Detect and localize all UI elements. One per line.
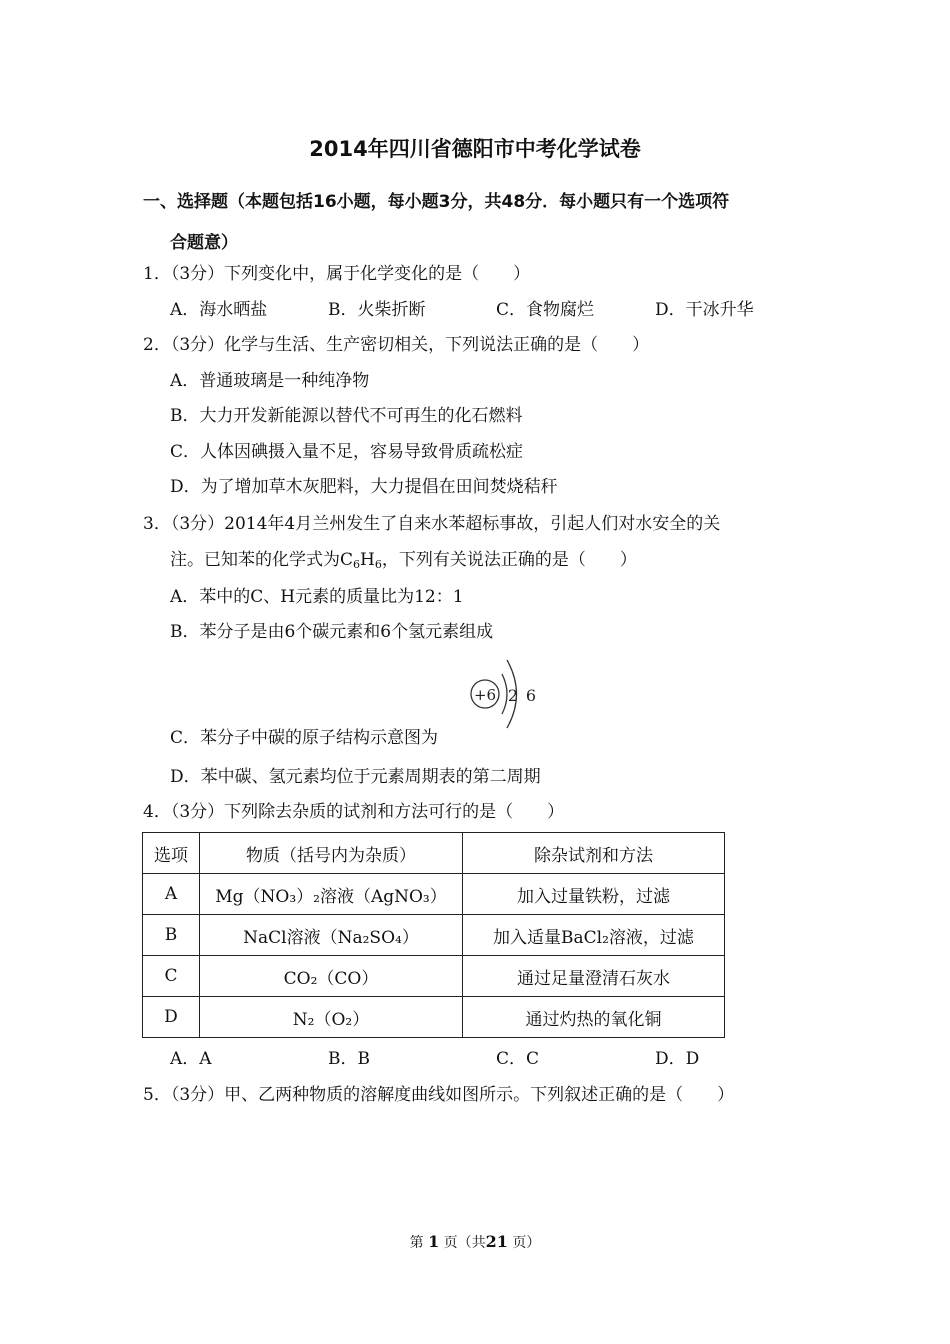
q3-option-d: D．苯中碳、氢元素均位于元素周期表的第二周期 [170,767,541,787]
table-header-cell: 除杂试剂和方法 [463,833,725,874]
q2-option-b: B．大力开发新能源以替代不可再生的化石燃料 [170,406,523,426]
table-cell: CO₂（CO） [200,956,463,997]
page-number: 1 [428,1232,440,1251]
table-cell: 加入适量BaCl₂溶液，过滤 [463,915,725,956]
nucleus-charge: +6 [473,686,497,704]
table-cell: A [143,874,200,915]
table-cell: 加入过量铁粉，过滤 [463,874,725,915]
table-header-cell: 选项 [143,833,200,874]
shell-1-electrons: 2 [507,686,519,705]
question-3-stem: 3．（3分）2014年4月兰州发生了自来水苯超标事故，引起人们对水安全的关 [143,514,721,534]
table-cell: C [143,956,200,997]
q1-option-a: A．海水晒盐 [170,300,268,320]
q2-option-d: D．为了增加草木灰肥料，大力提倡在田间焚烧秸秆 [170,477,558,497]
question-2-stem: 2．（3分）化学与生活、生产密切相关，下列说法正确的是（ ） [143,335,650,355]
q2-option-a: A．普通玻璃是一种纯净物 [170,371,370,391]
carbon-atom-structure-diagram [464,650,544,736]
table-row [143,874,725,915]
section-heading: 一、选择题（本题包括16小题，每小题3分，共48分．每小题只有一个选项符 [143,192,730,212]
shell-2-electrons: 6 [525,686,537,705]
section-heading-cont: 合题意） [170,233,238,253]
table-cell: N₂（O₂） [200,997,463,1038]
question-5-stem: 5．（3分）甲、乙两种物质的溶解度曲线如图所示。下列叙述正确的是（ ） [143,1085,735,1105]
table-row [143,997,725,1038]
table-cell: D [143,997,200,1038]
q4-option-b: B．B [328,1049,370,1069]
impurity-removal-table [142,832,725,1038]
table-cell: 通过足量澄清石灰水 [463,956,725,997]
exam-title: 2014年四川省德阳市中考化学试卷 [309,137,641,161]
q2-option-c: C．人体因碘摄入量不足，容易导致骨质疏松症 [170,442,524,462]
question-4-stem: 4．（3分）下列除去杂质的试剂和方法可行的是（ ） [143,802,565,822]
q1-option-c: C．食物腐烂 [496,300,595,320]
q3-option-b: B．苯分子是由6个碳元素和6个氢元素组成 [170,622,494,642]
q3-option-a: A．苯中的C、H元素的质量比为12：1 [170,587,464,607]
q1-option-d: D．干冰升华 [655,300,754,320]
table-row [143,915,725,956]
page-footer: 第 1 页（共21 页） [409,1232,541,1251]
table-cell: B [143,915,200,956]
page-total: 21 [485,1232,508,1251]
q4-option-c: C．C [496,1049,540,1069]
table-cell: Mg（NO₃）₂溶液（AgNO₃） [200,874,463,915]
q3-option-c: C．苯分子中碳的原子结构示意图为 [170,728,439,748]
q4-option-a: A．A [170,1049,212,1069]
q4-option-d: D．D [655,1049,700,1069]
question-1-stem: 1．（3分）下列变化中，属于化学变化的是（ ） [143,264,531,284]
table-header-row [143,833,725,874]
question-3-stem-cont: 注。已知苯的化学式为$C_6H_6$，下列有关说法正确的是（ ） [170,550,637,571]
table-row [143,956,725,997]
q1-option-b: B．火柴折断 [328,300,426,320]
table-header-cell: 物质（括号内为杂质） [200,833,463,874]
table-cell: 通过灼热的氧化铜 [463,997,725,1038]
table-cell: NaCl溶液（Na₂SO₄） [200,915,463,956]
